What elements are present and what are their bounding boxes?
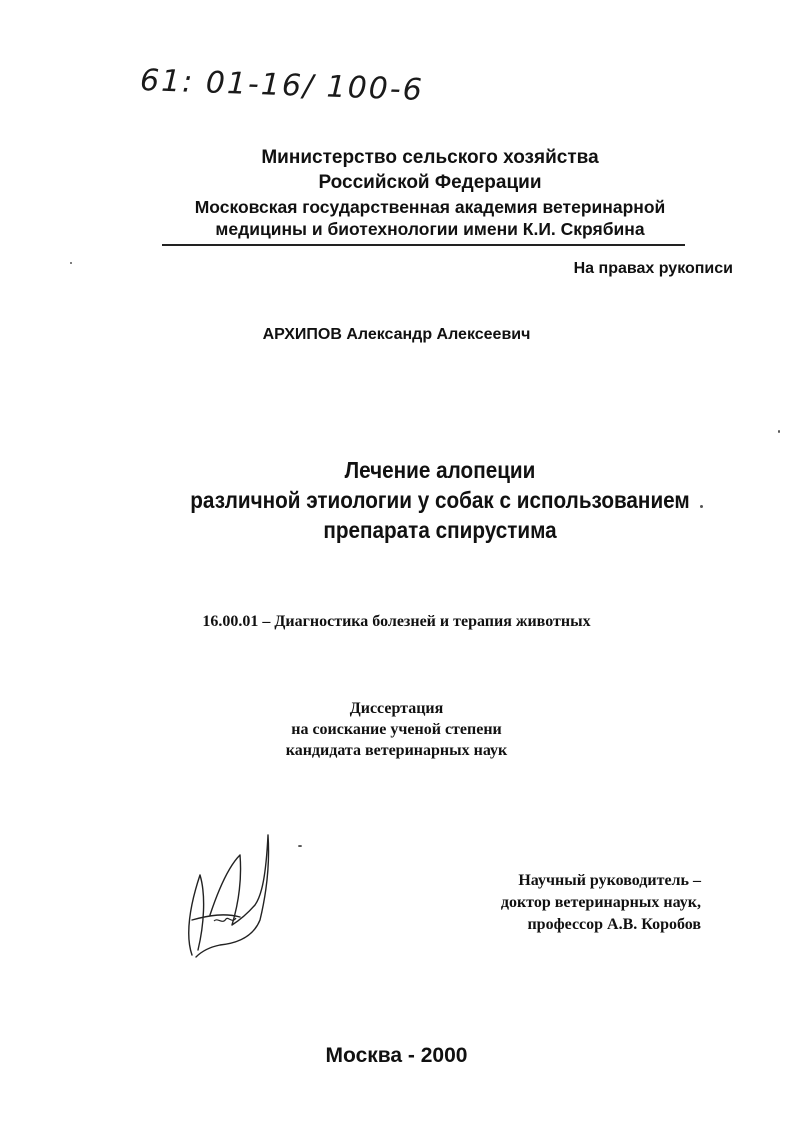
archive-code: 61: 01-16/ 100-6: [139, 63, 425, 108]
thesis-description: [0, 698, 793, 761]
scan-speck: [700, 505, 703, 508]
scan-speck: [298, 845, 302, 847]
supervisor-line-3: профессор А.В. Коробов: [527, 916, 701, 933]
title-line-2: различной этиологии у собак с использованием: [190, 487, 690, 513]
rights-note: На правах рукописи: [573, 260, 733, 277]
thesis-line-1: Диссертация: [349, 700, 444, 717]
header-divider: [162, 244, 685, 246]
scientific-supervisor: [501, 870, 701, 936]
city-year: Москва - 2000: [325, 1044, 468, 1067]
ministry-line-1: Министерство сельского хозяйства: [261, 147, 599, 168]
supervisor-line-1: Научный руководитель –: [518, 872, 701, 889]
ministry-header: [120, 145, 740, 195]
supervisor-line-2: доктор ветеринарных наук,: [500, 894, 701, 911]
handwritten-signature-icon: [170, 825, 280, 965]
scan-speck: [70, 262, 72, 264]
scan-speck: [778, 430, 780, 433]
thesis-line-2: на соискание ученой степени: [291, 721, 502, 738]
academy-line-1: Московская государственная академия ветеринарной: [194, 197, 666, 217]
thesis-line-3: кандидата ветеринарных наук: [285, 742, 508, 759]
title-line-3: препарата спирустима: [323, 517, 557, 543]
specialty-code: 16.00.01 – Диагностика болезней и терапия животных: [202, 613, 591, 630]
author-name: АРХИПОВ Александр Алексеевич: [262, 326, 531, 343]
academy-line-2: медицины и биотехнологии имени К.И. Скрябина: [215, 219, 645, 239]
dissertation-title: [134, 455, 746, 545]
academy-header: [120, 196, 740, 240]
title-line-1: Лечение алопеции: [344, 457, 536, 483]
ministry-line-2: Российской Федерации: [318, 172, 542, 193]
